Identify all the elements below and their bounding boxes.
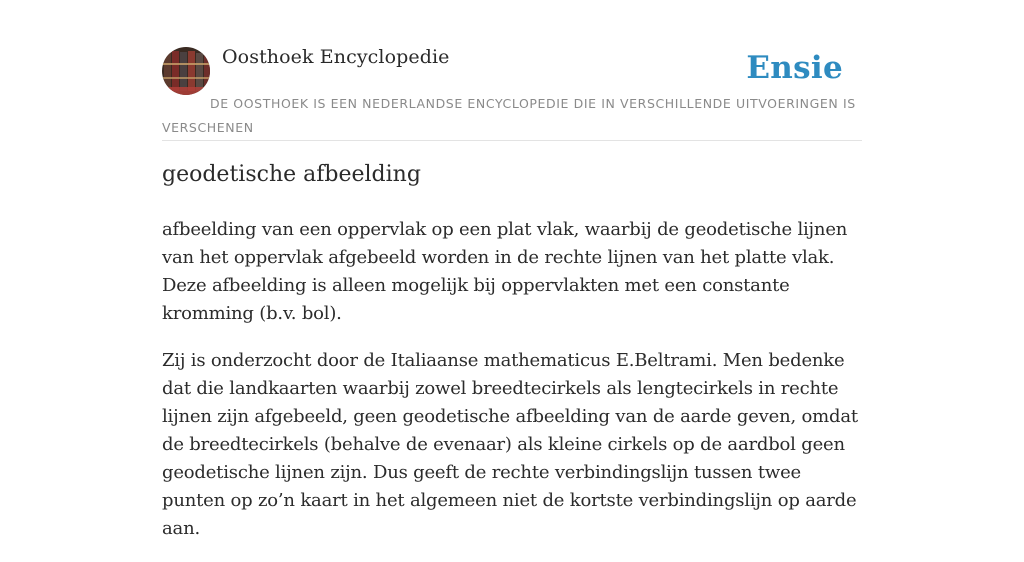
brand-logo[interactable]: Ensie: [746, 50, 843, 86]
source-avatar[interactable]: [162, 47, 210, 95]
entry-paragraph: afbeelding van een oppervlak op een plat vlak, waarbij de geodetische lijnen van het oppervlak afgebeeld worden in de rechte lijnen van het platte vlak. Deze afbeelding is alleen mogelijk bij oppervlakten met een constante kromming (b.v. bol).: [162, 219, 848, 324]
entry-body: [162, 216, 862, 562]
entry-paragraph: Zij is onderzocht door de Italiaanse mathematicus E.Beltrami. Men bedenke dat die landkaarten waarbij zowel breedtecirkels als lengtecirkels in rechte lijnen zijn afgebeeld, geen geodetische afbeelding van de aarde geven, omdat de breedtecirkels (behalve de evenaar) als kleine cirkels op de aardbol geen geodetische lijnen zijn. Dus geeft de rechte verbindingslijn tussen twee punten op zo’n kaart in het algemeen niet de kortste verbindingslijn op aarde aan.: [162, 350, 858, 539]
source-description: DE OOSTHOEK IS EEN NEDERLANDSE ENCYCLOPEDIE DIE IN VERSCHILLENDE UITVOERINGEN IS VERSCHENEN: [162, 96, 856, 135]
source-name[interactable]: Oosthoek Encyclopedie: [222, 46, 450, 68]
header: [162, 0, 862, 141]
entry-title: geodetische afbeelding: [162, 162, 421, 187]
encyclopedia-books-icon: [162, 47, 210, 95]
page-container: [162, 0, 862, 539]
